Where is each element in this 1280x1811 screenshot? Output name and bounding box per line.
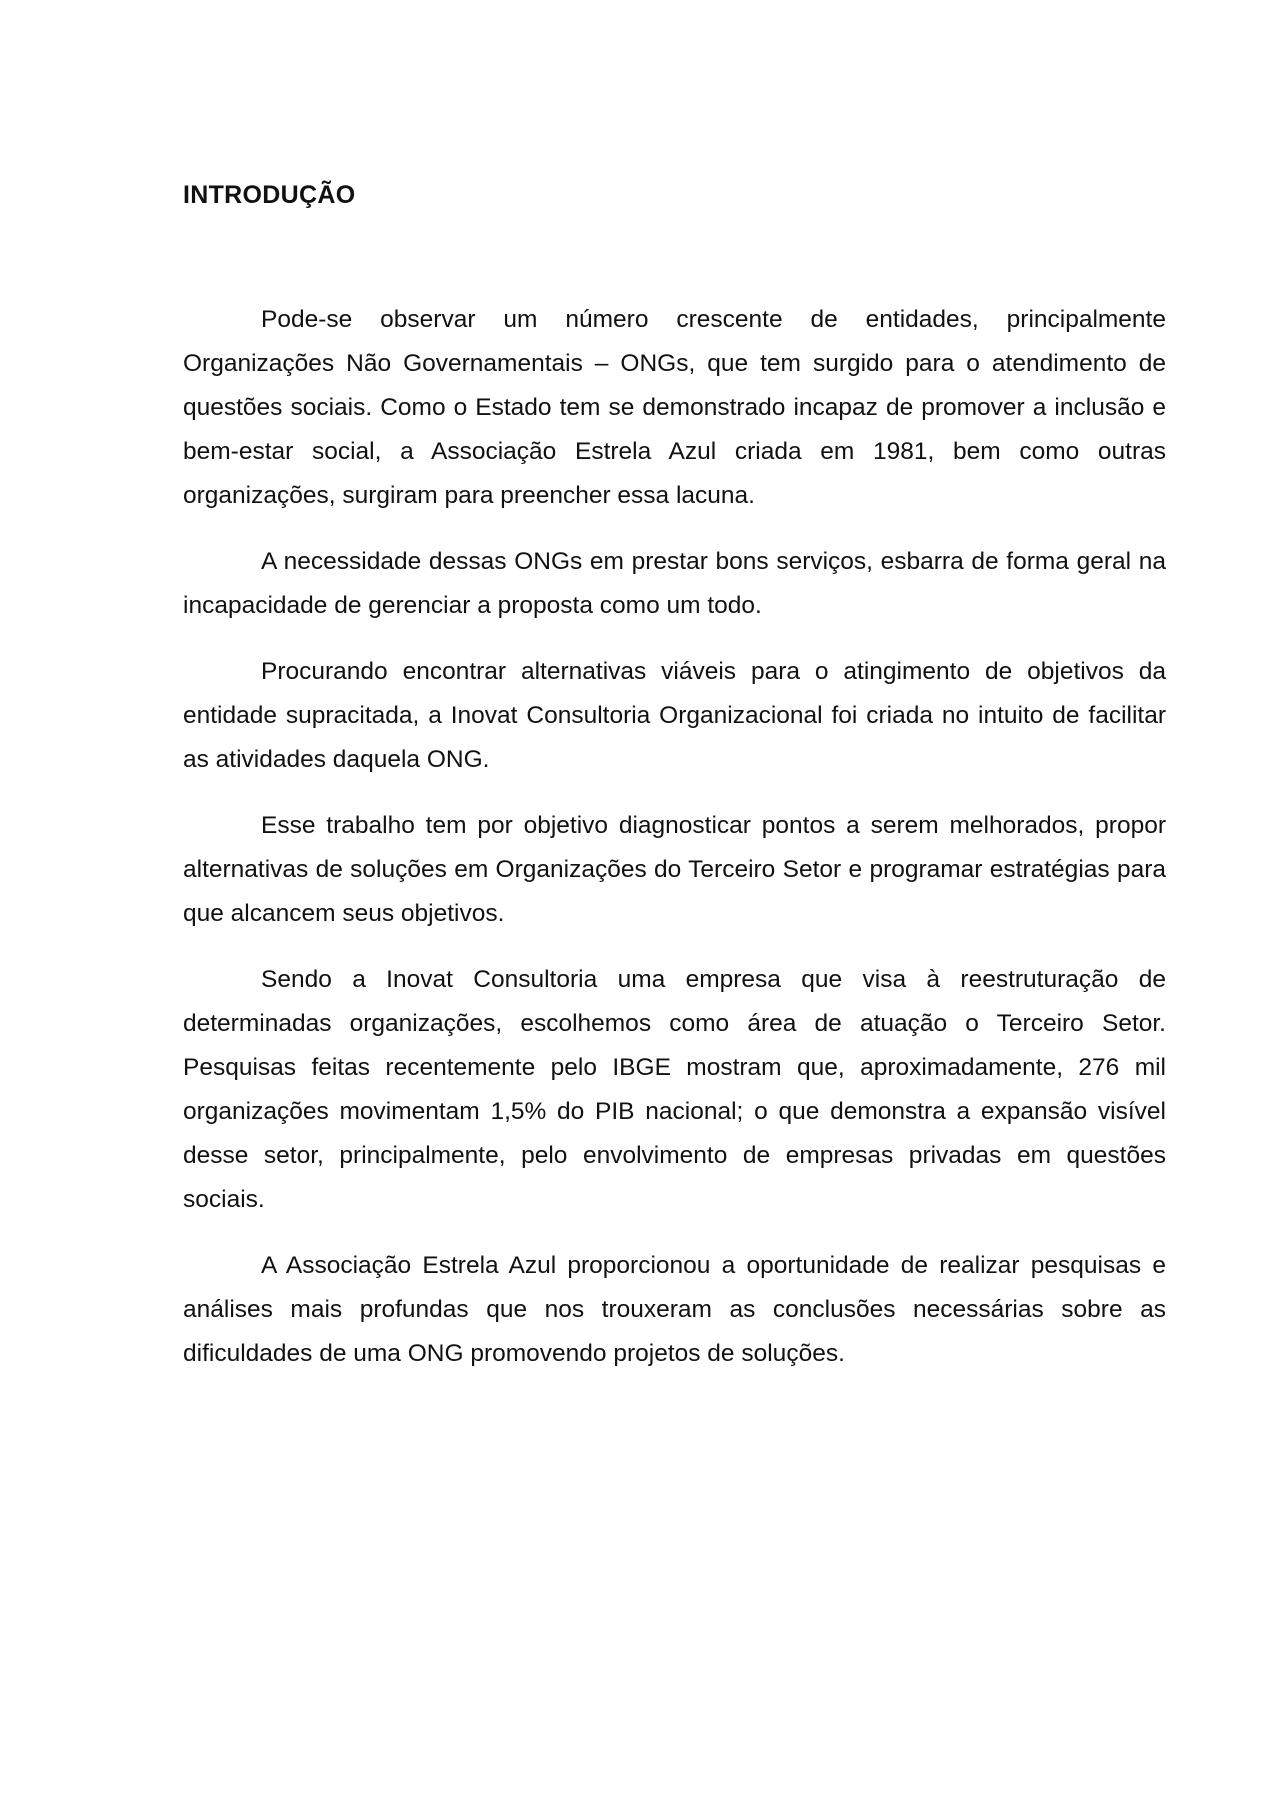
paragraph-5: Sendo a Inovat Consultoria uma empresa que visa à reestruturação de determinadas organizações, escolhemos como área de atuação o Terceiro Setor. Pesquisas feitas recentemente pelo IBGE mostram que, aproximadamente, 276 mil organizações movimentam 1,5% do PIB nacional; o que demonstra a expansão visível desse setor, principalmente, pelo envolvimento de empresas privadas em questões sociais. xyxy=(183,966,1166,1213)
paragraph-1: Pode-se observar um número crescente de entidades, principalmente Organizações Não Governamentais – ONGs, que tem surgido para o atendimento de questões sociais. Como o Estado tem se demonstrado incapaz de promover a inclusão e bem-estar social, a Associação Estrela Azul criada em 1981, bem como outras organizações, surgiram para preencher essa lacuna. xyxy=(183,306,1166,509)
body-text xyxy=(183,298,1166,1398)
paragraph-4: Esse trabalho tem por objetivo diagnosticar pontos a serem melhorados, propor alternativas de soluções em Organizações do Terceiro Setor e programar estratégias para que alcancem seus objetivos. xyxy=(183,812,1166,927)
paragraph-2: A necessidade dessas ONGs em prestar bons serviços, esbarra de forma geral na incapacidade de gerenciar a proposta como um todo. xyxy=(183,548,1166,619)
paragraph-6: A Associação Estrela Azul proporcionou a oportunidade de realizar pesquisas e análises mais profundas que nos trouxeram as conclusões necessárias sobre as dificuldades de uma ONG promovendo projetos de soluções. xyxy=(183,1252,1166,1367)
section-heading: INTRODUÇÃO xyxy=(183,181,356,209)
paragraph-3: Procurando encontrar alternativas viáveis para o atingimento de objetivos da entidade supracitada, a Inovat Consultoria Organizacional foi criada no intuito de facilitar as atividades daquela ONG. xyxy=(183,658,1166,773)
